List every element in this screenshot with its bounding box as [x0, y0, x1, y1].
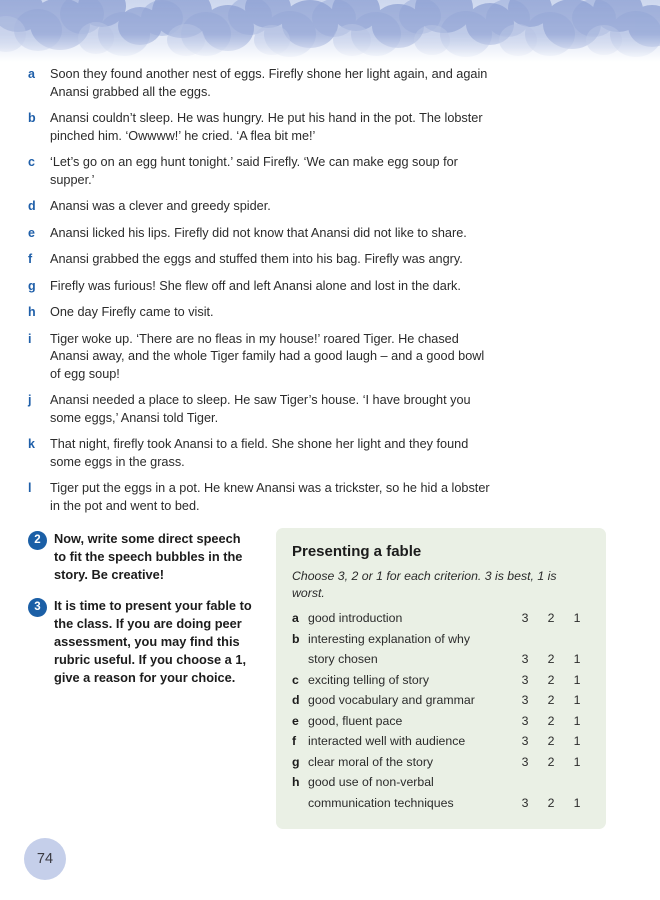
list-item — [28, 198, 498, 216]
score-option-2[interactable]: 2 — [547, 611, 555, 625]
rubric-instruction: Choose 3, 2 or 1 for each criterion. 3 is best, 1 is worst. — [292, 569, 557, 600]
list-item-text: Anansi was a clever and greedy spider. — [50, 199, 271, 213]
rubric-title: Presenting a fable — [292, 543, 422, 560]
rubric-row-letter: a — [292, 611, 299, 625]
rubric-row — [292, 754, 590, 771]
list-item-letter: j — [28, 393, 32, 407]
list-item — [28, 154, 498, 189]
list-item-text: Tiger put the eggs in a pot. He knew Anansi was a trickster, so he hid a lobster in the pot and went to bed. — [50, 481, 490, 513]
score-option-1[interactable]: 1 — [573, 611, 581, 625]
score-option-2[interactable]: 2 — [547, 713, 555, 728]
score-option-2[interactable]: 2 — [547, 795, 555, 810]
list-item — [28, 66, 498, 101]
activity-text: It is time to present your fable to the class. If you are doing peer assessment, you may find this rubric useful. If you choose a 1, give a reason for your choice. — [54, 598, 252, 685]
list-item — [28, 480, 498, 515]
list-item-text: Tiger woke up. ‘There are no fleas in my house!’ roared Tiger. He chased Anansi away, and the whole Tiger family had a good laugh – and a good bowl of egg soup! — [50, 331, 485, 381]
rubric-score-options[interactable] — [512, 795, 590, 812]
rubric-row-label: interesting explanation of why — [308, 631, 471, 646]
score-option-1[interactable]: 1 — [573, 693, 581, 707]
activity-number-badge: 3 — [28, 598, 47, 617]
rubric-row — [292, 692, 590, 709]
rubric-row-letter: c — [292, 672, 299, 687]
rubric-row-label: good use of non-verbal — [308, 775, 434, 789]
rubric-row-label: interacted well with audience — [308, 734, 466, 748]
story-sentence-list — [28, 66, 498, 524]
list-item-letter: l — [28, 481, 32, 495]
list-item-text: Soon they found another nest of eggs. Firefly shone her light again, and again Anansi grabbed all the eggs. — [50, 67, 488, 99]
score-option-3[interactable]: 3 — [521, 734, 529, 748]
list-item-text: Anansi grabbed the eggs and stuffed them into his bag. Firefly was angry. — [50, 252, 463, 266]
list-item-letter: h — [28, 305, 36, 319]
list-item-text: Anansi needed a place to sleep. He saw Tiger’s house. ‘I have brought you some eggs,’ Anansi told Tiger. — [50, 393, 471, 425]
list-item-letter: f — [28, 252, 33, 266]
list-item-letter: k — [28, 437, 35, 451]
list-item-letter: b — [28, 111, 36, 125]
rubric-score-options[interactable] — [512, 713, 590, 730]
score-option-2[interactable]: 2 — [547, 652, 555, 666]
list-item — [28, 110, 498, 145]
score-option-3[interactable]: 3 — [521, 693, 529, 707]
list-item-text: One day Firefly came to visit. — [50, 305, 214, 319]
list-item — [28, 225, 498, 243]
rubric-panel — [276, 528, 606, 829]
list-item-letter: c — [28, 155, 35, 169]
list-item-letter: g — [28, 278, 36, 293]
score-option-1[interactable]: 1 — [573, 713, 581, 728]
rubric-score-options[interactable] — [512, 733, 590, 750]
list-item — [28, 304, 498, 322]
score-option-1[interactable]: 1 — [573, 734, 581, 748]
activity-list — [28, 530, 256, 700]
score-option-3[interactable]: 3 — [521, 713, 529, 728]
score-option-1[interactable]: 1 — [573, 795, 581, 810]
rubric-row-letter: f — [292, 734, 297, 748]
rubric-row — [292, 672, 590, 689]
rubric-row-label: good introduction — [308, 611, 403, 625]
list-item — [28, 278, 498, 296]
activity-item-2 — [28, 530, 256, 583]
header-decoration-band — [0, 0, 660, 62]
list-item — [28, 251, 498, 269]
activity-item-3 — [28, 597, 256, 686]
list-item-letter: d — [28, 199, 36, 213]
rubric-row-letter: g — [292, 754, 300, 769]
list-item-letter: i — [28, 331, 32, 346]
list-item-text: Firefly was furious! She flew off and left Anansi alone and lost in the dark. — [50, 278, 461, 293]
activity-number-badge: 2 — [28, 531, 47, 550]
score-option-3[interactable]: 3 — [521, 611, 529, 625]
list-item — [28, 331, 498, 384]
list-item — [28, 436, 498, 471]
rubric-row-continuation — [292, 795, 590, 812]
rubric-row-letter: e — [292, 713, 299, 728]
score-option-2[interactable]: 2 — [547, 734, 555, 748]
score-option-1[interactable]: 1 — [573, 672, 581, 687]
rubric-row-label: good, fluent pace — [308, 713, 403, 728]
list-item-text: That night, firefly took Anansi to a field. She shone her light and they found some eggs in the grass. — [50, 437, 469, 469]
rubric-row — [292, 774, 590, 791]
list-item-letter: e — [28, 225, 35, 240]
rubric-row-label: communication techniques — [308, 795, 454, 810]
list-item-letter: a — [28, 67, 35, 81]
rubric-row-letter: h — [292, 775, 300, 789]
rubric-score-options[interactable] — [512, 672, 590, 689]
rubric-row-label: exciting telling of story — [308, 672, 429, 687]
rubric-row — [292, 713, 590, 730]
rubric-score-options[interactable] — [512, 651, 590, 668]
rubric-row-letter: d — [292, 693, 300, 707]
score-option-1[interactable]: 1 — [573, 652, 581, 666]
list-item-text: Anansi licked his lips. Firefly did not know that Anansi did not like to share. — [50, 225, 467, 240]
rubric-row — [292, 610, 590, 627]
rubric-row — [292, 631, 590, 648]
score-option-3[interactable]: 3 — [521, 795, 529, 810]
rubric-row — [292, 733, 590, 750]
score-option-3[interactable]: 3 — [521, 652, 529, 666]
page-number: 74 — [24, 838, 66, 880]
list-item — [28, 392, 498, 427]
score-option-3[interactable]: 3 — [521, 672, 529, 687]
score-option-2[interactable]: 2 — [547, 754, 555, 769]
rubric-score-options[interactable] — [512, 754, 590, 771]
rubric-row-letter: b — [292, 631, 300, 646]
rubric-row-label: clear moral of the story — [308, 754, 434, 769]
activity-text: Now, write some direct speech to fit the speech bubbles in the story. Be creative! — [54, 531, 243, 582]
rubric-row-continuation — [292, 651, 590, 668]
rubric-row-label: good vocabulary and grammar — [308, 693, 475, 707]
score-option-2[interactable]: 2 — [547, 672, 555, 687]
rubric-score-options[interactable] — [512, 610, 590, 627]
list-item-text: ‘Let’s go on an egg hunt tonight.’ said Firefly. ‘We can make egg soup for supper.’ — [50, 155, 458, 187]
list-item-text: Anansi couldn’t sleep. He was hungry. He put his hand in the pot. The lobster pinched him. ‘Owwww!’ he cried. ‘A flea bit me!’ — [50, 111, 483, 143]
score-option-2[interactable]: 2 — [547, 693, 555, 707]
rubric-score-options[interactable] — [512, 692, 590, 709]
score-option-1[interactable]: 1 — [573, 754, 581, 769]
rubric-row-label: story chosen — [308, 652, 378, 666]
score-option-3[interactable]: 3 — [521, 754, 529, 769]
bubble-pattern-icon — [0, 0, 660, 62]
